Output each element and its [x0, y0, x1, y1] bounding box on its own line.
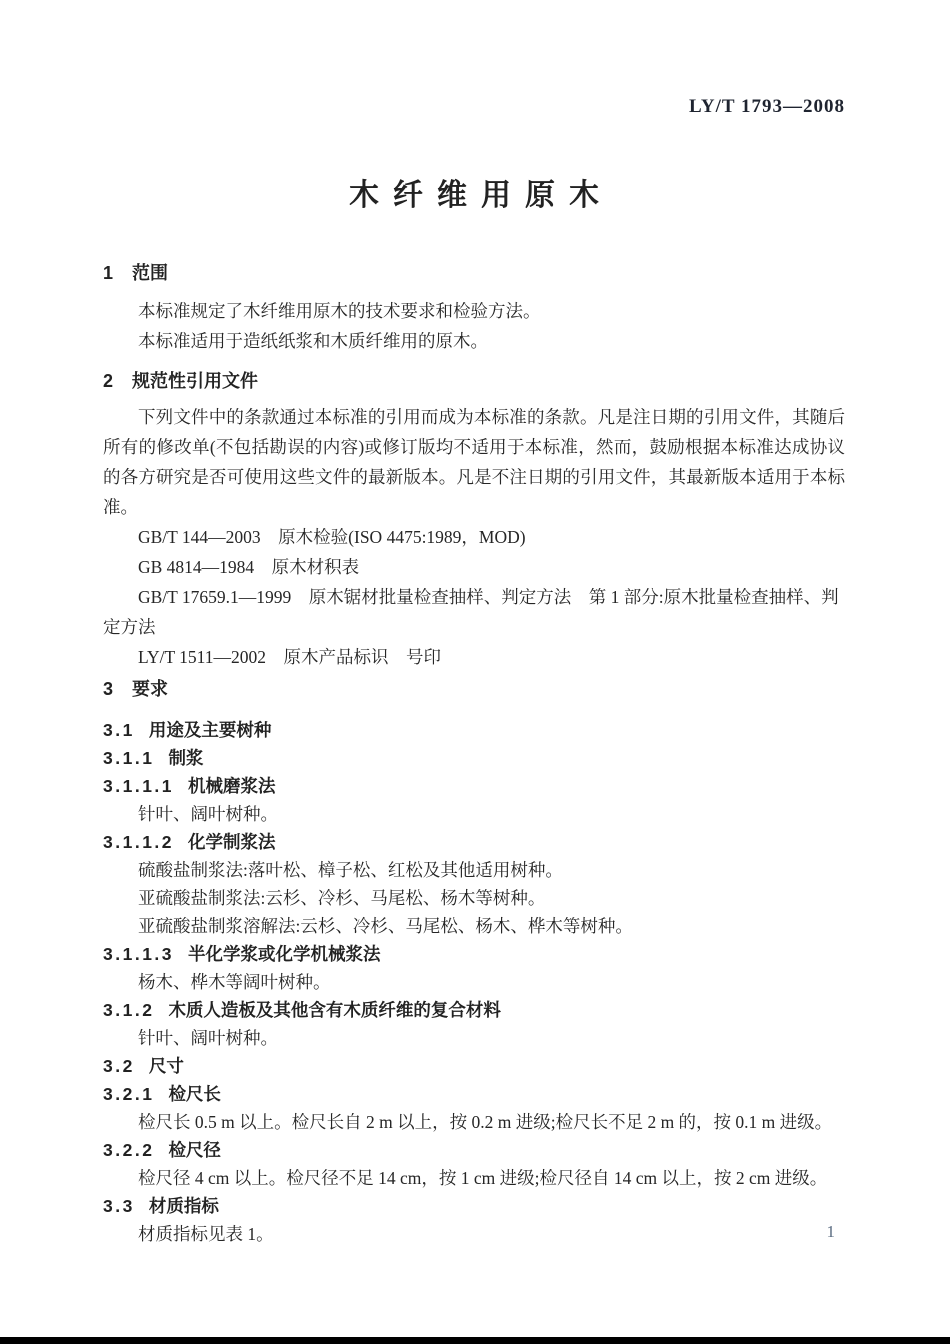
- heading-3-1-1-3: [103, 940, 845, 968]
- heading-number: 3.2.2: [103, 1140, 155, 1160]
- normative-references-list: [103, 522, 845, 672]
- heading-label: 用途及主要树种: [148, 720, 272, 740]
- heading-label: 半化学浆或化学机械浆法: [188, 944, 381, 964]
- heading-3-3: [103, 1192, 845, 1220]
- heading-label: 机械磨浆法: [188, 776, 276, 796]
- paragraph: 检尺径 4 cm 以上。检尺径不足 14 cm，按 1 cm 进级;检尺径自 14 cm 以上，按 2 cm 进级。: [138, 1168, 828, 1188]
- heading-number: 3.1.1: [103, 748, 155, 768]
- heading-label: 尺寸: [148, 1056, 184, 1076]
- heading-label: 检尺长: [168, 1084, 221, 1104]
- section-1-heading: [103, 260, 845, 286]
- section-2-heading: [103, 368, 845, 394]
- heading-number: 3.1.1.2: [103, 832, 175, 852]
- section-2-intro-paragraph: 下列文件中的条款通过本标准的引用而成为本标准的条款。凡是注日期的引用文件，其随后所有的修改单(不包括勘误的内容)或修订版均不适用于本标准，然而，鼓励根据本标准达成协议的各方研究是否可使用这些文件的最新版本。凡是不注日期的引用文件，其最新版本适用于本标准。: [103, 407, 845, 517]
- paragraph: 硫酸盐制浆法:落叶松、樟子松、红松及其他适用树种。: [138, 860, 563, 880]
- section-3-body: [103, 716, 845, 1248]
- heading-3-1-1-1: [103, 772, 845, 800]
- reference-item: LY/T 1511—2002 原木产品标识 号印: [138, 647, 442, 667]
- paragraph: 针叶、阔叶树种。: [138, 804, 278, 824]
- heading-label: 制浆: [168, 748, 204, 768]
- heading-number: 3.2.1: [103, 1084, 155, 1104]
- scan-edge-bar: [0, 1337, 950, 1344]
- paragraph: 材质指标见表 1。: [138, 1224, 274, 1244]
- heading-3-1-1-2: [103, 828, 845, 856]
- heading-3-1-2: [103, 996, 845, 1024]
- heading-number: 3.1.1.1: [103, 776, 175, 796]
- heading-label: 木质人造板及其他含有木质纤维的复合材料: [168, 1000, 501, 1020]
- section-2-label: 规范性引用文件: [132, 371, 259, 391]
- reference-item: GB 4814—1984 原木材积表: [138, 557, 360, 577]
- heading-3-2-1: [103, 1080, 845, 1108]
- heading-3-1: [103, 716, 845, 744]
- heading-label: 化学制浆法: [188, 832, 276, 852]
- document-title: 木纤维用原木: [349, 179, 613, 212]
- section-1-label: 范围: [132, 263, 169, 283]
- heading-number: 3.3: [103, 1196, 135, 1216]
- paragraph: 亚硫酸盐制浆溶解法:云杉、冷杉、马尾松、杨木、桦木等树种。: [138, 916, 633, 936]
- section-1-paragraph: 本标准规定了木纤维用原木的技术要求和检验方法。: [138, 301, 541, 321]
- section-2-number: 2: [103, 371, 115, 391]
- standard-code: LY/T 1793—2008: [688, 96, 845, 117]
- section-3-label: 要求: [132, 679, 169, 699]
- section-1-number: 1: [103, 263, 115, 283]
- paragraph: 针叶、阔叶树种。: [138, 1028, 278, 1048]
- heading-label: 检尺径: [168, 1140, 221, 1160]
- reference-item: GB/T 17659.1—1999 原木锯材批量检查抽样、判定方法 第 1 部分:原木批量检查抽样、判定方法: [103, 587, 839, 637]
- paragraph: 检尺长 0.5 m 以上。检尺长自 2 m 以上，按 0.2 m 进级;检尺长不足 2 m 的，按 0.1 m 进级。: [138, 1112, 833, 1132]
- heading-number: 3.1: [103, 720, 135, 740]
- heading-number: 3.2: [103, 1056, 135, 1076]
- heading-3-1-1: [103, 744, 845, 772]
- heading-3-2-2: [103, 1136, 845, 1164]
- section-3-number: 3: [103, 679, 115, 699]
- heading-label: 材质指标: [148, 1196, 219, 1216]
- page-number: 1: [826, 1222, 835, 1241]
- reference-item: GB/T 144—2003 原木检验(ISO 4475:1989，MOD): [138, 527, 526, 547]
- paragraph: 杨木、桦木等阔叶树种。: [138, 972, 331, 992]
- section-1-paragraph: 本标准适用于造纸纸浆和木质纤维用的原木。: [138, 331, 488, 351]
- section-3-heading: [103, 676, 845, 702]
- heading-number: 3.1.1.3: [103, 944, 175, 964]
- heading-number: 3.1.2: [103, 1000, 155, 1020]
- paragraph: 亚硫酸盐制浆法:云杉、冷杉、马尾松、杨木等树种。: [138, 888, 546, 908]
- heading-3-2: [103, 1052, 845, 1080]
